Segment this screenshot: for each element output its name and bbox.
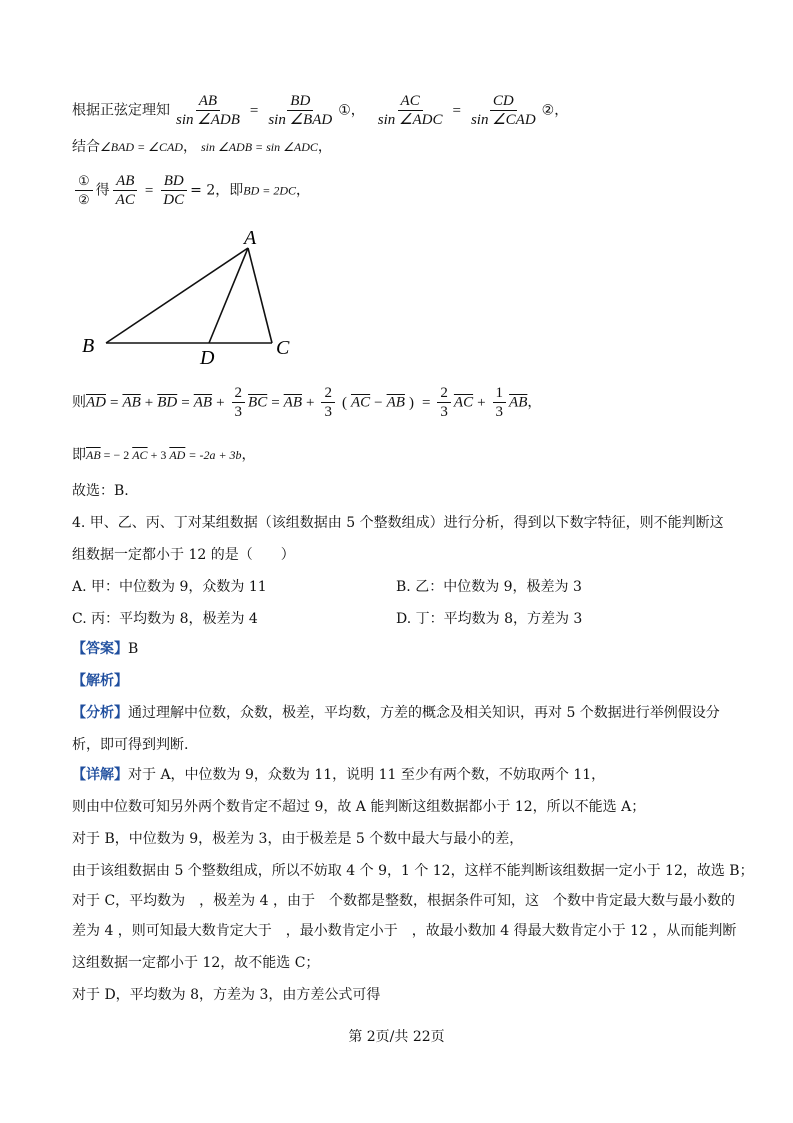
fraction [321, 384, 335, 421]
vertex-c-label: C [276, 337, 290, 359]
xiangjie-label: 【详解】 [72, 767, 128, 783]
choice-line: 故选：B. [72, 483, 129, 499]
vector-line: 则$\overline{AD} = \overline{AB} + \overline{BD} = \overline{AB}$ + $\frac{2}{3}$ $\overline{BC} = \overline{AB}$ + $\frac{2}{3}$ ( $\overline{AC} - \overline{AB}$ ) = $\frac{2}{3}$ $\overline{AC}$ + $\frac{1}{3}$ $\overline{AB}$， [72, 385, 542, 420]
denominator: 3 [440, 404, 448, 420]
numerator: 2 [437, 384, 451, 403]
vertex-b-label: B [82, 335, 95, 357]
fraction [232, 384, 246, 421]
denominator: sin ∠BAD [268, 112, 333, 128]
body-line: 这组数据一定都小于 12，故不能选 C； [72, 955, 320, 971]
text: ， [241, 447, 256, 463]
denominator: AC [115, 192, 135, 208]
fenxi-line [72, 704, 720, 722]
option-c: C. 丙：平均数为 8，极差为 4 [72, 611, 258, 627]
text: 即 [72, 447, 86, 463]
fenxi-line-2: 析，即可得到判断. [72, 737, 189, 753]
vector: $\overline{AC}$ [350, 394, 371, 411]
numerator: 2 [232, 384, 246, 403]
body-line: 由于该组数据由 5 个整数组成，所以不妨取 4 个 9，1 个 12，这样不能判断该组数据一定小于 12，故选 B； [72, 863, 754, 879]
text: 结合 [72, 139, 100, 155]
text: ， [296, 182, 310, 199]
option-b: B. 乙：中位数为 9，极差为 3 [396, 579, 582, 595]
option-a: A. 甲：中位数为 9，众数为 11 [72, 579, 267, 595]
text: 则 [72, 394, 86, 411]
fraction [375, 92, 446, 129]
fenxi-label: 【分析】 [72, 705, 128, 721]
denominator: sin ∠ADC [377, 112, 443, 128]
numerator: 1 [493, 384, 507, 403]
equation-mark: ②， [541, 102, 569, 119]
body-line: 对于 C，平均数为 ，极差为 4 ，由于 个数都是整数，根据条件可知，这 个数中肯定最大数与最小数的 [72, 893, 735, 909]
vertex-d-label: D [200, 347, 215, 369]
vector: $\overline{AD}$ [86, 394, 106, 411]
vector: $\overline{BD}$ [157, 394, 178, 411]
page-footer: 第 2页/共 22页 [348, 1029, 445, 1045]
denominator: ② [78, 192, 90, 207]
sine-law-line: 根据正弦定理知 $\frac{AB}{\text{sin ∠ADB}}$ = $\frac{BD}{\text{sin ∠BAD}}$ ①， $\frac{AC}{\text{sin ∠ADC}}$ = $\frac{CD}{\text{sin ∠CAD}}$ ②， [72, 93, 569, 128]
vector: $\overline{AB}$ [386, 394, 405, 411]
denominator: sin ∠CAD [470, 112, 536, 128]
edge-ac [248, 248, 272, 343]
numerator: AB [196, 92, 220, 111]
answer-line [72, 640, 138, 658]
math-expr: = − 2 [103, 448, 130, 462]
math-expr: sin ∠ADB = sin ∠ADC [200, 140, 318, 154]
answer-value: B [128, 641, 139, 657]
math-expr: + 3 [150, 448, 167, 462]
question-4-stem: 4. 甲、乙、丙、丁对某组数据（该组数据由 5 个整数组成）进行分析，得到以下数字特征，则不能判断这 [72, 515, 724, 531]
edge-ba [106, 248, 248, 343]
numerator: BD [287, 92, 313, 111]
text: ， [527, 394, 542, 411]
triangle-figure [78, 222, 308, 372]
option-d: D. 丁：平均数为 8，方差为 3 [396, 611, 583, 627]
vector-result-line [72, 446, 256, 464]
xiangjie-line [72, 766, 605, 784]
analysis-heading [72, 672, 128, 690]
body-line: 对于 D，平均数为 8，方差为 3，由方差公式可得 [72, 987, 381, 1003]
vector: $\overline{AC}$ [132, 448, 148, 462]
vector: $\overline{AB}$ [122, 394, 141, 411]
text: 通过理解中位数，众数，极差，平均数，方差的概念及相关知识，再对 5 个数据进行举例假设分 [128, 705, 720, 721]
vector: $\overline{AD}$ [169, 448, 186, 462]
vertex-a-label: A [244, 227, 257, 249]
fraction [468, 92, 539, 129]
fraction [437, 384, 451, 421]
body-line: 则由中位数可知另外两个数肯定不超过 9，故 A 能判断这组数据都小于 12，所以不能选 A； [72, 799, 646, 815]
body-line: 对于 B，中位数为 9，极差为 3，由于极差是 5 个数中最大与最小的差， [72, 831, 524, 847]
text: 根据正弦定理知 [72, 102, 170, 119]
text: ， [317, 139, 332, 155]
condition-line [72, 138, 332, 156]
question-4-stem-cont: 组数据一定都小于 12 的是（ ） [72, 547, 295, 563]
numerator: CD [490, 92, 517, 111]
numerator: AB [113, 172, 137, 191]
fraction [75, 172, 93, 209]
denominator: 3 [234, 404, 243, 420]
numerator: ① [75, 172, 93, 191]
math-expr: = -2a + 3b [188, 448, 242, 462]
answer-label: 【答案】 [72, 641, 128, 657]
text: ， [182, 139, 197, 155]
fraction [113, 172, 138, 209]
numerator: BD [161, 172, 187, 191]
fraction [265, 92, 335, 129]
fraction [160, 172, 187, 209]
vector: $\overline{AC}$ [453, 394, 474, 411]
vector: $\overline{AB}$ [193, 394, 213, 411]
denominator: sin ∠ADB [176, 112, 240, 128]
vector: $\overline{AB}$ [86, 448, 101, 462]
math-expr: BD = 2DC [243, 183, 296, 198]
text: 得 [95, 182, 110, 199]
denominator: 3 [495, 404, 504, 420]
fraction [173, 92, 243, 129]
denominator: 3 [324, 404, 332, 420]
text: 对于 A，中位数为 9，众数为 11，说明 11 至少有两个数，不妨取两个 11， [128, 767, 606, 783]
vector: $\overline{AB}$ [509, 394, 528, 411]
edge-ad [209, 248, 248, 343]
numerator: AC [398, 92, 423, 111]
equation-mark: ①， [338, 102, 365, 119]
math-expr: ∠BAD = ∠CAD [100, 140, 183, 154]
ratio-line: $\frac{\text{①}}{\text{②}}$ 得 $\frac{AB}{AC}$ = $\frac{BD}{DC}$ = 2，即BD = 2DC， [72, 172, 310, 209]
text: = 2，即 [190, 182, 244, 199]
vector: $\overline{BC}$ [248, 394, 268, 411]
denominator: DC [163, 192, 185, 208]
vector: $\overline{AB}$ [283, 394, 302, 411]
numerator: 2 [321, 384, 335, 403]
body-line: 差为 4 ，则可知最大数肯定大于 ，最小数肯定小于 ，故最小数加 4 得最大数肯定小于 12 ，从而能判断 [72, 923, 737, 939]
analysis-label: 【解析】 [72, 673, 128, 689]
fraction [493, 384, 507, 421]
